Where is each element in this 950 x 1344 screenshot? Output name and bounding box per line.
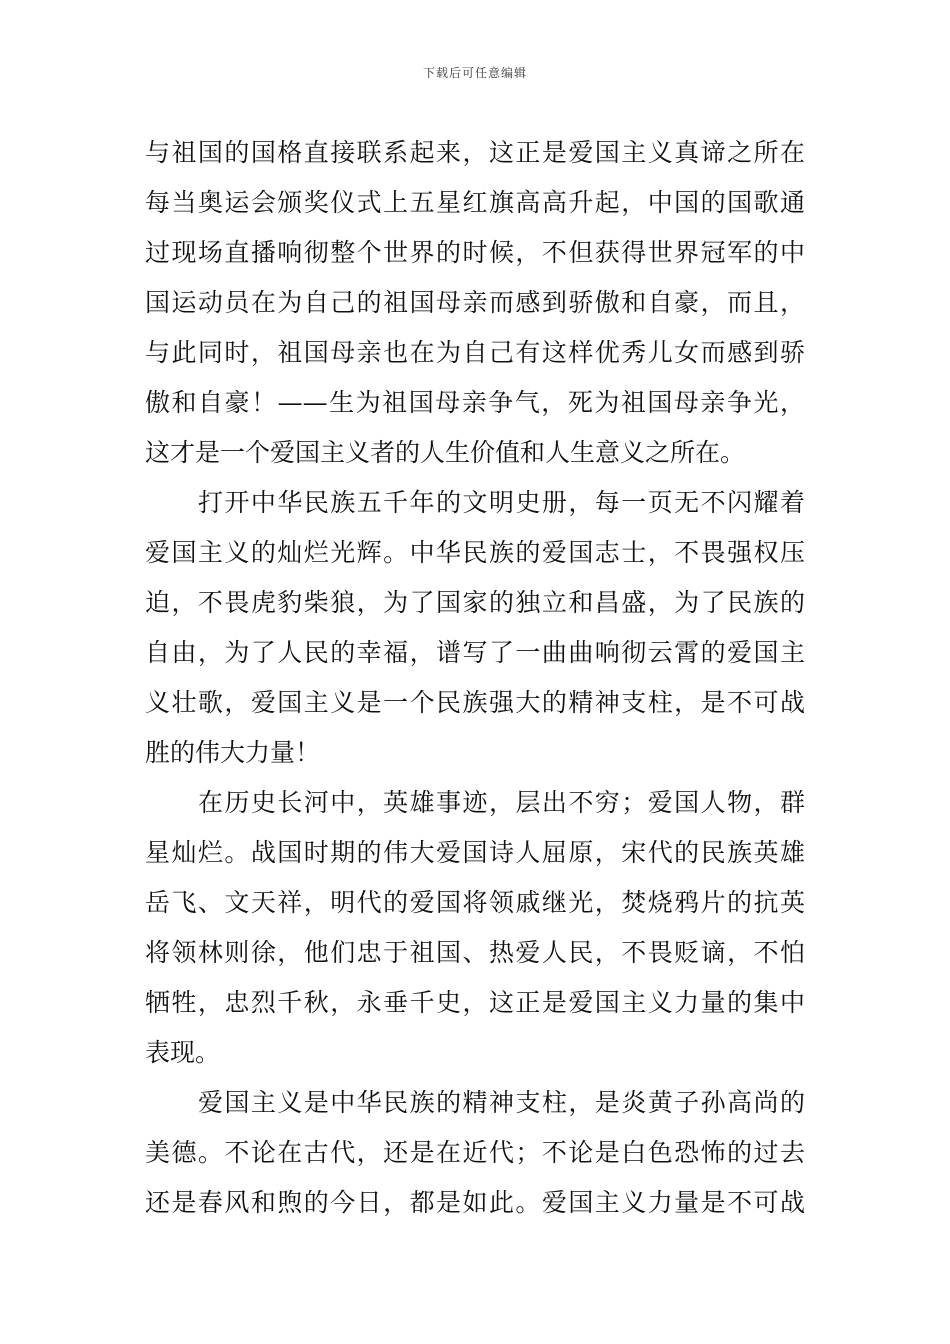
text-line: 岳飞、文天祥，明代的爱国将领戚继光，焚烧鸦片的抗英 [145, 888, 805, 917]
paragraph-first-line: 在历史长河中，英雄事迹，层出不穷；爱国人物，群 [198, 788, 805, 817]
text-line: 还是春风和煦的今日，都是如此。爱国主义力量是不可战 [145, 1188, 805, 1217]
text-line: 与此同时，祖国母亲也在为自己有这样优秀儿女而感到骄 [145, 338, 805, 367]
document-body [145, 128, 805, 1228]
text-line: 星灿烂。战国时期的伟大爱国诗人屈原，宋代的民族英雄 [145, 838, 805, 867]
text-line: 表现。 [145, 1038, 221, 1067]
paragraph-first-line: 爱国主义是中华民族的精神支柱，是炎黄子孙高尚的 [198, 1088, 805, 1117]
text-line: 这才是一个爱国主义者的人生价值和人生意义之所在。 [145, 438, 746, 467]
text-line: 傲和自豪！——生为祖国母亲争气，死为祖国母亲争光， [145, 388, 805, 417]
paragraph-first-line: 打开中华民族五千年的文明史册，每一页无不闪耀着 [198, 488, 805, 517]
text-line: 牺牲，忠烈千秋，永垂千史，这正是爱国主义力量的集中 [145, 988, 805, 1017]
text-line: 胜的伟大力量！ [145, 738, 321, 767]
header-note: 下载后可任意编辑 [422, 66, 527, 80]
text-line: 将领林则徐，他们忠于祖国、热爱人民，不畏贬谪，不怕 [145, 938, 805, 967]
text-line: 过现场直播响彻整个世界的时候，不但获得世界冠军的中 [145, 238, 805, 267]
text-line: 美德。不论在古代，还是在近代；不论是白色恐怖的过去 [145, 1138, 805, 1167]
text-line: 爱国主义的灿烂光辉。中华民族的爱国志士，不畏强权压 [145, 538, 805, 567]
text-line: 义壮歌，爱国主义是一个民族强大的精神支柱，是不可战 [145, 688, 805, 717]
text-line: 自由，为了人民的幸福，谱写了一曲曲响彻云霄的爱国主 [145, 638, 805, 667]
text-line: 国运动员在为自己的祖国母亲而感到骄傲和自豪，而且， [145, 288, 805, 317]
text-line: 迫，不畏虎豹柴狼，为了国家的独立和昌盛，为了民族的 [145, 588, 805, 617]
text-line: 每当奥运会颁奖仪式上五星红旗高高升起，中国的国歌通 [145, 188, 805, 217]
text-line: 与祖国的国格直接联系起来，这正是爱国主义真谛之所在 [145, 138, 805, 167]
